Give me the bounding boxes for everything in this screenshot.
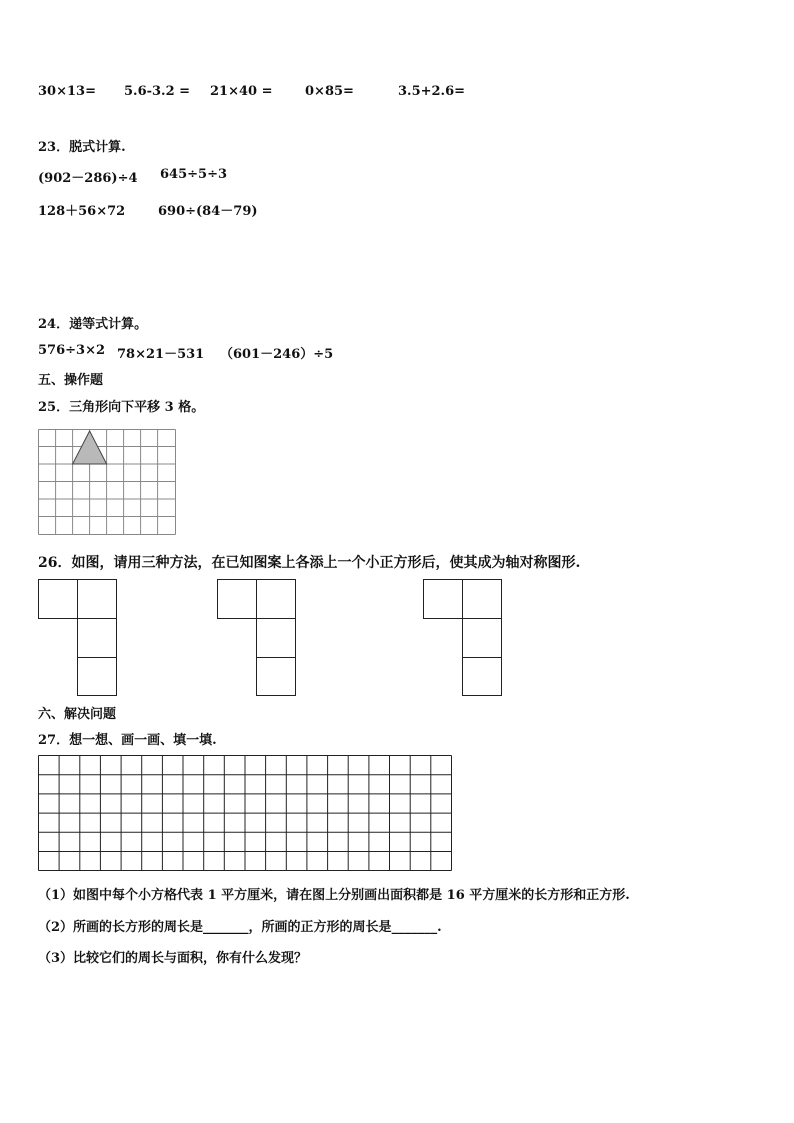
q26-title: 26．如图，请用三种方法，在已知图案上各添上一个小正方形后，使其成为轴对称图形. (38, 555, 581, 571)
q25-title: 25．三角形向下平移 3 格。 (38, 400, 205, 415)
q24-title: 24．递等式计算。 (38, 317, 148, 332)
q23-expr-1: (902－286)÷4 (38, 171, 138, 186)
section-6-heading: 六、解决问题 (38, 707, 117, 722)
oral-calc-4: 0×85= (305, 84, 354, 99)
q27-title: 27．想一想、画一画、填一填. (38, 733, 217, 748)
q26-fig2-square (256, 579, 296, 619)
q27-sub2-part-b: ，所画的正方形的周长是 (248, 920, 392, 935)
oral-calc-3: 21×40 = (210, 84, 273, 99)
section-5-heading: 五、操作题 (38, 373, 104, 388)
q23-expr-4: 690÷(84－79) (158, 204, 258, 219)
q26-fig2-square (217, 579, 257, 619)
q26-fig3-square (462, 618, 502, 658)
oral-calc-5: 3.5+2.6= (398, 84, 466, 99)
q27-sub2-part-a: （2）所画的长方形的周长是 (38, 920, 204, 935)
q25-triangle (73, 431, 107, 464)
q26-figure-2[interactable] (217, 579, 295, 696)
q23-expr-2: 645÷5÷3 (160, 167, 228, 182)
q27-sub1: （1）如图中每个小方格代表 1 平方厘米，请在图上分别画出面积都是 16 平方厘米的长方形和正方形. (38, 888, 630, 903)
q27-sub2-end: . (437, 920, 442, 935)
q26-fig3-square (462, 579, 502, 619)
q26-fig1-square (77, 618, 117, 658)
q27-sub3: （3）比较它们的周长与面积，你有什么发现？ (38, 951, 308, 966)
q27-answer-blank-rect[interactable]: _______ (203, 920, 249, 935)
q26-fig3-square (462, 657, 502, 696)
q24-expr-2: 78×21－531 (117, 347, 205, 362)
q26-fig2-square (256, 618, 296, 658)
q24-expr-3: （601－246）÷5 (220, 347, 334, 362)
q23-expr-3: 128＋56×72 (38, 204, 126, 219)
q24-expr-1: 576÷3×2 (38, 343, 106, 358)
q26-fig1-square (77, 579, 117, 619)
q27-answer-blank-square[interactable]: _______ (391, 920, 438, 935)
q27-grid[interactable] (38, 755, 452, 871)
q23-title: 23．脱式计算. (38, 140, 126, 155)
q26-figure-1[interactable] (38, 579, 116, 696)
q26-fig2-square (256, 657, 296, 696)
oral-calc-2: 5.6-3.2 = (124, 84, 191, 99)
q27-sub2 (38, 916, 442, 935)
q26-fig1-square (77, 657, 117, 696)
q25-grid[interactable] (38, 429, 176, 535)
q26-figure-3[interactable] (423, 579, 501, 696)
q26-fig3-square (423, 579, 463, 619)
oral-calc-1: 30×13= (38, 84, 96, 99)
q26-fig1-square (38, 579, 78, 619)
